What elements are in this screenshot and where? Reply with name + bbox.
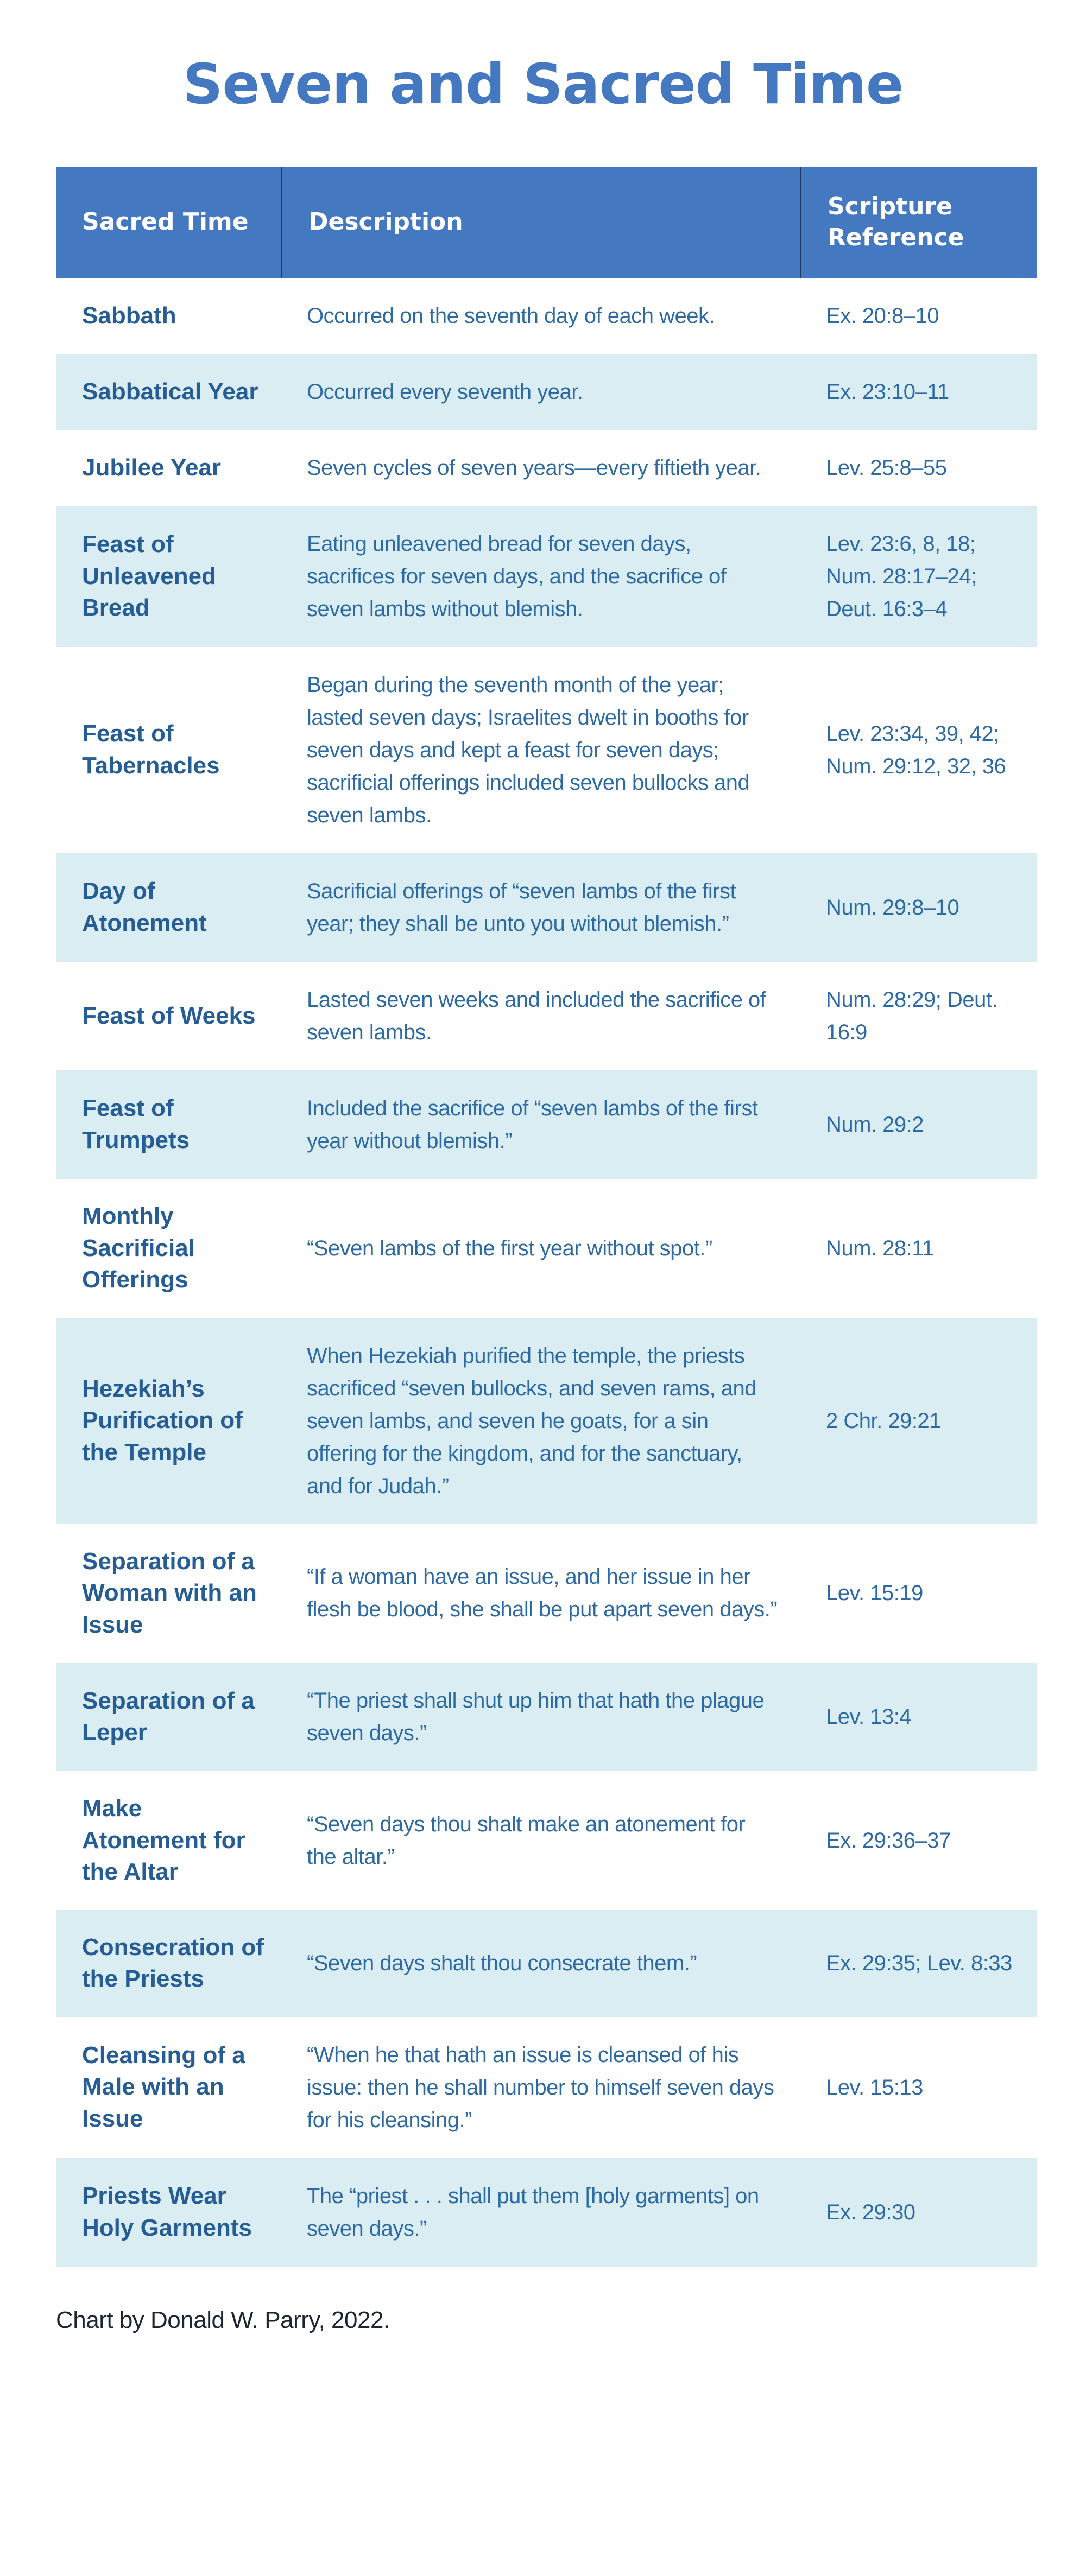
sacred-time-cell: Make Atonement for the Altar xyxy=(82,1795,245,1886)
table-row xyxy=(56,1771,1037,1910)
description-cell: “Seven lambs of the first year without spot.” xyxy=(307,1236,712,1260)
table-row xyxy=(56,1910,1037,2017)
sacred-time-cell: Separation of a Leper xyxy=(82,1687,255,1746)
reference-cell: Ex. 20:8–10 xyxy=(826,304,939,328)
table-row xyxy=(56,962,1037,1070)
reference-cell: Num. 28:29; Deut. 16:9 xyxy=(826,988,998,1044)
reference-cell: Lev. 15:19 xyxy=(826,1581,923,1606)
table-header-row xyxy=(56,167,1037,278)
table-row xyxy=(56,1318,1037,1524)
sacred-time-cell: Day of Atonement xyxy=(82,878,207,936)
table-header-cell-scripture-reference: Scripture Reference xyxy=(800,167,1037,278)
table-row xyxy=(56,278,1037,354)
description-cell: Eating unleavened bread for seven days, sacrifices for seven days, and the sacrifice of seven lambs without blemish. xyxy=(307,532,727,621)
description-cell: Occurred on the seventh day of each week. xyxy=(307,304,715,328)
sacred-time-cell: Separation of a Woman with an Issue xyxy=(82,1547,257,1638)
sacred-time-cell: Feast of Trumpets xyxy=(82,1095,190,1153)
reference-cell: Ex. 29:36–37 xyxy=(826,1828,951,1852)
description-cell: When Hezekiah purified the temple, the priests sacrificed “seven bullocks, and seven rams, and seven lambs, and seven he goats, for a sin offering for the kingdom, and for the sanctuary, and for Judah.” xyxy=(307,1343,757,1498)
description-cell: Lasted seven weeks and included the sacrifice of seven lambs. xyxy=(307,988,766,1044)
sacred-time-cell: Consecration of the Priests xyxy=(82,1933,264,1993)
table-row xyxy=(56,1663,1037,1771)
sacred-time-cell: Cleansing of a Male with an Issue xyxy=(82,2041,245,2132)
sacred-time-cell: Monthly Sacrificial Offerings xyxy=(82,1203,195,1293)
reference-cell: Ex. 29:30 xyxy=(826,2200,915,2224)
reference-cell: Lev. 13:4 xyxy=(826,1705,912,1729)
reference-cell: Lev. 25:8–55 xyxy=(826,456,947,480)
description-cell: “If a woman have an issue, and her issue in her flesh be blood, she shall be put apart seven days.” xyxy=(307,1565,778,1622)
sacred-time-cell: Feast of Tabernacles xyxy=(82,720,220,779)
description-cell: “The priest shall shut up him that hath the plague seven days.” xyxy=(307,1689,765,1746)
reference-cell: 2 Chr. 29:21 xyxy=(826,1408,941,1433)
description-cell: “Seven days shalt thou consecrate them.” xyxy=(307,1951,697,1976)
chart-credit: Chart by Donald W. Parry, 2022. xyxy=(56,2306,390,2333)
description-cell: Included the sacrifice of “seven lambs of the first year without blemish.” xyxy=(307,1096,758,1153)
sacred-time-cell: Priests Wear Holy Garments xyxy=(82,2182,252,2241)
table-row xyxy=(56,1524,1037,1663)
description-cell: Occurred every seventh year. xyxy=(307,380,583,404)
table-header-cell-sacred-time: Sacred Time xyxy=(82,208,249,236)
sacred-time-cell: Feast of Weeks xyxy=(82,1002,256,1029)
sacred-time-cell: Hezekiah’s Purification of the Temple xyxy=(82,1375,243,1465)
reference-cell: Num. 29:8–10 xyxy=(826,896,959,919)
reference-cell: Lev. 23:34, 39, 42; Num. 29:12, 32, 36 xyxy=(826,722,1006,778)
sacred-time-cell: Sabbatical Year xyxy=(82,378,258,405)
reference-cell: Ex. 23:10–11 xyxy=(826,380,949,404)
table-row xyxy=(56,647,1037,853)
table-row xyxy=(56,506,1037,647)
table-row xyxy=(56,1070,1037,1179)
reference-cell: Ex. 29:35; Lev. 8:33 xyxy=(826,1951,1012,1976)
description-cell: Seven cycles of seven years—every fiftieth year. xyxy=(307,456,761,480)
table-row xyxy=(56,1179,1037,1318)
table-body xyxy=(56,278,1037,2267)
reference-cell: Num. 29:2 xyxy=(826,1113,924,1137)
description-cell: Sacrificial offerings of “seven lambs of the first year; they shall be unto you without blemish.” xyxy=(307,879,736,936)
table-row xyxy=(56,354,1037,430)
sacred-time-cell: Sabbath xyxy=(82,302,176,329)
sacred-time-cell: Jubilee Year xyxy=(82,454,222,481)
table-header-cell-description: Description xyxy=(281,167,800,278)
description-cell: “When he that hath an issue is cleansed of his issue: then he shall number to himself seven days for his cleansing.” xyxy=(307,2042,774,2132)
reference-cell: Num. 28:11 xyxy=(826,1236,934,1260)
reference-cell: Lev. 23:6, 8, 18; Num. 28:17–24; Deut. 16:3–4 xyxy=(826,532,977,621)
description-cell: The “priest . . . shall put them [holy garments] on seven days.” xyxy=(307,2184,759,2241)
table-row xyxy=(56,2017,1037,2158)
sacred-time-cell: Feast of Unleavened Bread xyxy=(82,531,216,621)
table-row xyxy=(56,853,1037,962)
description-cell: Began during the seventh month of the year; lasted seven days; Israelites dwelt in booths for seven days and kept a feast for seven days; sacrificial offerings included seven bullocks and seven lambs. xyxy=(307,673,750,827)
description-cell: “Seven days thou shalt make an atonement for the altar.” xyxy=(307,1812,746,1869)
table-row xyxy=(56,2158,1037,2267)
sacred-time-table xyxy=(56,167,1037,2267)
page-title: Seven and Sacred Time xyxy=(182,52,904,117)
table-row xyxy=(56,430,1037,506)
reference-cell: Lev. 15:13 xyxy=(826,2075,923,2099)
